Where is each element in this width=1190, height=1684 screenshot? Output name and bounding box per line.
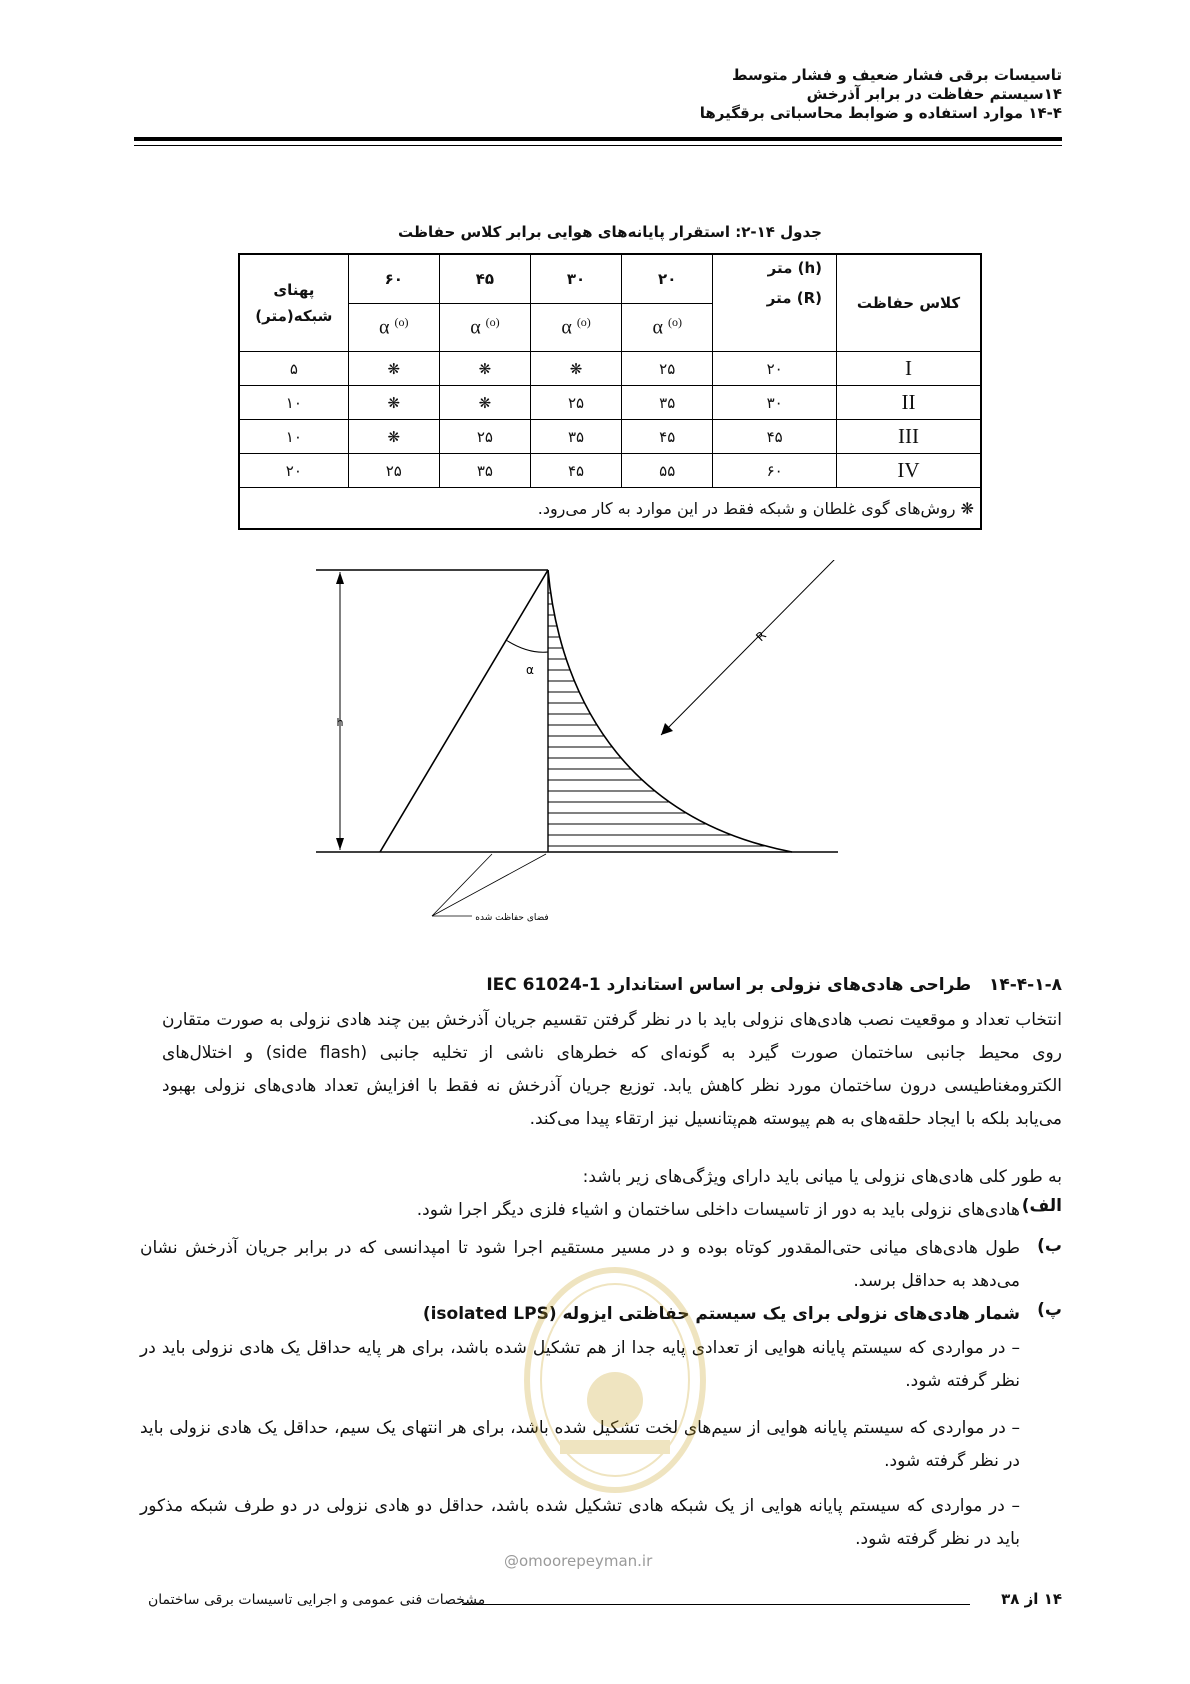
section-number: ۱۴-۴-۱-۸	[988, 975, 1062, 995]
label-protected-space: فضای حفاظت شده	[475, 913, 549, 923]
cell-a20: ۵۵	[622, 454, 713, 488]
header-rule-thick	[134, 137, 1062, 141]
cell-r: ۳۰	[713, 386, 837, 420]
item-a-label: الف)	[1021, 1196, 1062, 1216]
cell-a30: ۲۵	[531, 386, 622, 420]
item-p-label: پ)	[1037, 1300, 1062, 1320]
intro-paragraph-2: به طور کلی هادی‌های نزولی یا میانی باید دارای ویژگی‌های زیر باشد:	[582, 1167, 1062, 1187]
protection-angle-diagram	[306, 560, 846, 940]
cell-a45: ۳۵	[439, 454, 530, 488]
header-line-3: ۱۴-۴ موارد استفاده و ضوابط محاسباتی برقگیرها	[699, 104, 1062, 122]
footer-title: مشخصات فنی عمومی و اجرایی تاسیسات برقی ساختمان	[148, 1592, 486, 1608]
header-h60: ۶۰	[348, 254, 439, 303]
header-line-1: تاسیسات برقی فشار ضعیف و فشار متوسط	[731, 66, 1062, 84]
header-class: کلاس حفاظت	[837, 254, 981, 352]
cell-a30: ۳۵	[531, 420, 622, 454]
h-arrow-bottom	[336, 838, 344, 850]
section-heading	[127, 975, 1062, 995]
cell-r: ۴۵	[713, 420, 837, 454]
alpha-label	[439, 303, 530, 352]
cell-mesh: ۱۰	[239, 420, 348, 454]
alpha-label	[531, 303, 622, 352]
item-a-text: هادی‌های نزولی باید به دور از تاسیسات داخلی ساختمان و اشیاء فلزی دیگر اجرا شود.	[416, 1200, 1020, 1220]
cell-a45: ❋	[439, 386, 530, 420]
alpha-unit: (o)	[485, 314, 500, 329]
cell-class: II	[837, 386, 981, 420]
cell-a20: ۳۵	[622, 386, 713, 420]
r-line	[661, 560, 836, 735]
item-b-text: طول هادی‌های میانی حتی‌المقدور کوتاه بوده و در مسیر مستقیم اجرا شود تا امپدانسی که در برابر جریان آذرخش نشان می‌دهد به حداقل برسد.	[140, 1238, 1020, 1291]
cell-a30: ❋	[531, 352, 622, 386]
dash-item-2: – در مواردی که سیستم پایانه هوایی از سیم‌های لخت تشکیل شده باشد، برای هر انتهای یک سیم، حداقل یک هادی نزولی باید در نظر گرفته شود.	[140, 1418, 1020, 1471]
cell-r: ۲۰	[713, 352, 837, 386]
cell-a20: ۴۵	[622, 420, 713, 454]
cell-class: III	[837, 420, 981, 454]
page-number: ۱۴ از ۳۸	[1001, 1590, 1062, 1608]
header-line-2: ۱۴سیستم حفاظت در برابر آذرخش	[806, 85, 1062, 103]
cell-a60: ۲۵	[348, 454, 439, 488]
cell-a60: ❋	[348, 386, 439, 420]
cell-mesh: ۱۰	[239, 386, 348, 420]
label-h: h	[336, 716, 344, 729]
header-rule-thin	[134, 145, 1062, 146]
header-r: (R) متر	[766, 289, 823, 307]
cell-a60: ❋	[348, 420, 439, 454]
hatched-protection-zone	[548, 582, 765, 846]
header-h: (h) متر	[767, 259, 823, 277]
item-p-text: شمار هادی‌های نزولی برای یک سیستم حفاظتی ایزوله (isolated LPS)	[422, 1304, 1020, 1324]
item-b-label: ب)	[1037, 1236, 1062, 1256]
alpha-unit: (o)	[667, 314, 682, 329]
alpha-arc	[506, 640, 548, 652]
alpha-label	[348, 303, 439, 352]
cell-r: ۶۰	[713, 454, 837, 488]
alpha-symbol: α	[379, 316, 390, 339]
table-row	[239, 420, 981, 454]
cell-a45: ❋	[439, 352, 530, 386]
watermark-emblem	[520, 1260, 710, 1540]
header-mesh: پهنای شبکه(متر)	[239, 254, 348, 352]
alpha-symbol: α	[470, 316, 481, 339]
table-row	[239, 386, 981, 420]
cell-mesh: ۵	[239, 352, 348, 386]
cell-mesh: ۲۰	[239, 454, 348, 488]
alpha-label	[622, 303, 713, 352]
cell-a45: ۲۵	[439, 420, 530, 454]
header-h45: ۴۵	[439, 254, 530, 303]
cell-a60: ❋	[348, 352, 439, 386]
cell-class: IV	[837, 454, 981, 488]
label-r: R	[753, 628, 770, 645]
h-arrow-top	[336, 572, 344, 584]
table-note: ❋ روش‌های گوی غلطان و شبکه فقط در این موارد به کار می‌رود.	[239, 488, 981, 530]
pointer-line-2	[432, 854, 546, 916]
table-caption: جدول ۱۴-۲: استقرار پایانه‌های هوایی برابر کلاس حفاظت	[398, 223, 822, 241]
rolling-sphere-arc	[548, 570, 792, 852]
header-h30: ۳۰	[531, 254, 622, 303]
alpha-unit: (o)	[576, 314, 591, 329]
alpha-symbol: α	[561, 316, 572, 339]
label-alpha: α	[526, 663, 534, 677]
intro-paragraph: انتخاب تعداد و موقعیت نصب هادی‌های نزولی باید با در نظر گرفتن تقسیم جریان آذرخش بین چند هادی نزولی به صورت متقارن روی محیط جانبی ساختمان صورت گیرد به گونه‌ای که خطرهای ناشی از تخلیه جانبی (side flash) و اختلال‌های الکترومغناطیسی درون ساختمان مورد نظر کاهش یابد. توزیع جریان آذرخش نه فقط با افزایش تعداد هادی‌های نزولی بهبود می‌یابد بلکه با ایجاد حلقه‌های به هم پیوسته هم‌پتانسیل نیز ارتقاء پیدا می‌کند.	[162, 1010, 1062, 1129]
pointer-line-1	[432, 854, 492, 916]
dash-item-1: – در مواردی که سیستم پایانه هوایی از تعدادی پایه جدا از هم تشکیل شده باشد، برای هر پایه حداقل یک هادی نزولی باید در نظر گرفته شود.	[140, 1338, 1020, 1391]
alpha-symbol: α	[652, 316, 663, 339]
cell-a30: ۴۵	[531, 454, 622, 488]
protection-class-table	[238, 253, 982, 530]
cell-class: I	[837, 352, 981, 386]
header-h-r	[713, 254, 837, 352]
table-row	[239, 352, 981, 386]
header-h20: ۲۰	[622, 254, 713, 303]
table-row	[239, 454, 981, 488]
footer-rule	[462, 1604, 970, 1605]
angle-line	[380, 570, 548, 852]
cell-a20: ۲۵	[622, 352, 713, 386]
page-header	[127, 66, 1062, 123]
alpha-unit: (o)	[394, 314, 409, 329]
section-title: طراحی هادی‌های نزولی بر اساس استاندارد IEC 61024-1	[486, 975, 972, 995]
dash-item-3: – در مواردی که سیستم پایانه هوایی از یک شبکه هادی تشکیل شده باشد، حداقل دو هادی نزولی در دو طرف شبکه مذکور باید در نظر گرفته شود.	[140, 1496, 1020, 1549]
watermark-url: @omoorepeyman.ir	[504, 1552, 653, 1570]
